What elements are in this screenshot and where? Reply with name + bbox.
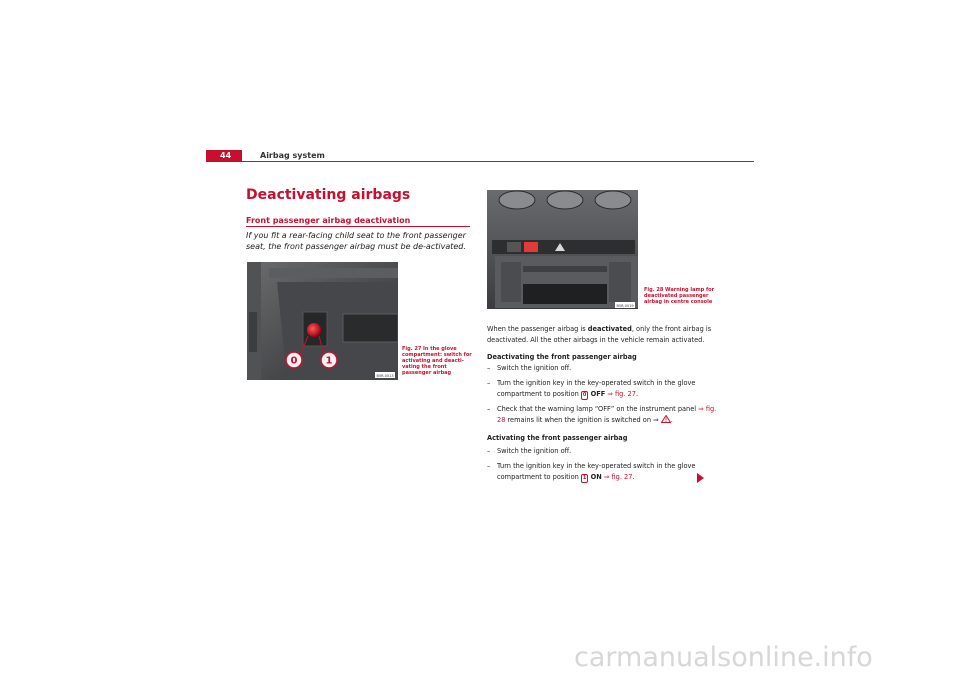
page-header [206, 150, 754, 160]
list-text: Turn the ignition key in the key-operated switch in the glove compartment to position 1 ON ⇒ fig. 27. [497, 462, 696, 481]
subsection-title: Front passenger airbag deactivation [246, 216, 411, 225]
paragraph-text: , only the front airbag is deactivated. All the other airbags in the vehicle remain activated. [487, 325, 712, 344]
figure-27-caption: Fig. 27 In the glove compartment: switch for activating and deacti-vating the front passenger airbag [402, 346, 472, 376]
next-page-arrow-icon[interactable] [697, 473, 704, 483]
page-title: Deactivating airbags [246, 187, 411, 203]
list-text-part: Turn the ignition key in the key-operated switch in the glove compartment to position [497, 462, 696, 481]
subsection-rule [246, 226, 470, 227]
list-dash: – [487, 447, 491, 455]
figure-27-glove-switch [247, 262, 398, 380]
figure-reference-link[interactable]: ⇒ fig. 28 [497, 405, 717, 424]
page-number: 44 [206, 150, 242, 162]
activate-heading: Activating the front passenger airbag [487, 434, 628, 442]
header-rule [242, 161, 754, 162]
watermark: carmanualsonline.info [574, 642, 873, 673]
switch-label-0: 0 [290, 355, 298, 367]
list-dash: – [487, 462, 491, 470]
list-text-bold: ON [588, 473, 602, 481]
figure-code: B5R-0013 [376, 374, 394, 378]
section-title: Airbag system [260, 151, 325, 160]
list-text: Switch the ignition off. [497, 364, 572, 372]
list-text-part: remains lit when the ignition is switched on ⇒ [505, 416, 661, 424]
deactivate-heading: Deactivating the front passenger airbag [487, 353, 637, 361]
list-text-part: Turn the ignition key in the key-operated switch in the glove compartment to position [497, 379, 696, 398]
body-paragraph [487, 324, 717, 346]
intro-text: If you fit a rear-facing child seat to the front passenger seat, the front passenger airbag must be de-activated. [246, 231, 466, 251]
centre-console-illustration [487, 190, 638, 309]
list-text-bold: OFF [588, 390, 606, 398]
figure-code: B5R-0019 [616, 304, 634, 308]
key-position-badge: 1 [582, 475, 587, 481]
warning-triangle-icon[interactable] [661, 415, 671, 423]
list-dash: – [487, 364, 491, 372]
list-text: Switch the ignition off. [497, 447, 572, 455]
list-text: Check that the warning lamp “OFF” on the instrument panel ⇒ fig. 28 remains lit when the ignition is switched on ⇒ . [497, 405, 717, 424]
switch-label-1: 1 [325, 355, 333, 367]
list-dash: – [487, 379, 491, 387]
figure-28-caption: Fig. 28 Warning lamp for deactivated passenger airbag in centre console [644, 287, 715, 305]
figure-reference-link[interactable]: ⇒ fig. 27 [607, 390, 636, 398]
figure-reference-link[interactable]: ⇒ fig. 27 [603, 473, 633, 481]
glove-switch-illustration [247, 262, 398, 380]
list-text: Turn the ignition key in the key-operated switch in the glove compartment to position 0 OFF ⇒ fig. 27. [497, 379, 696, 398]
list-text-part: Check that the warning lamp “OFF” on the instrument panel [497, 405, 699, 413]
paragraph-bold: deactivated [587, 325, 632, 333]
key-position-badge: 0 [582, 392, 587, 398]
figure-28-centre-console [487, 190, 638, 309]
paragraph-text: When the passenger airbag is [487, 325, 588, 333]
list-dash: – [487, 405, 491, 413]
